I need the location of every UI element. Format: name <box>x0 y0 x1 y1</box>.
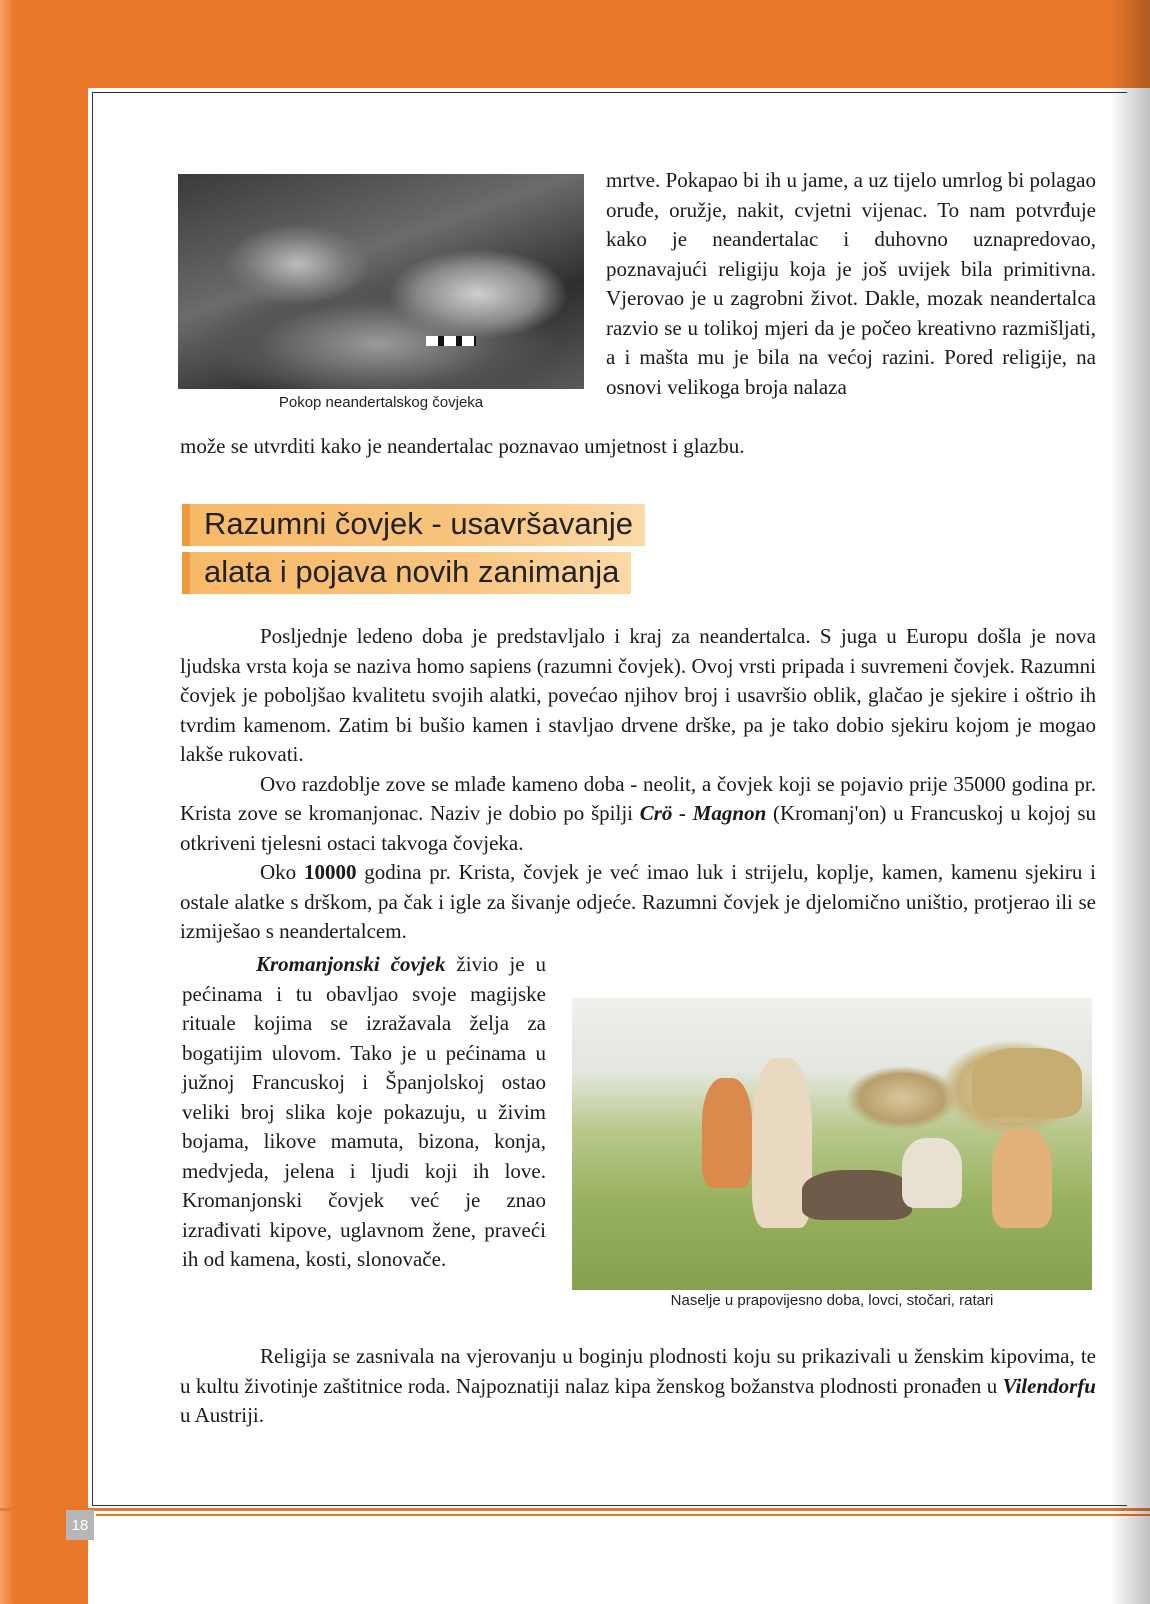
settlement-illustration-caption: Naselje u prapovijesno doba, lovci, stočari, ratari <box>670 1292 994 1309</box>
paragraph-3: Oko 10000 godina pr. Krista, čovjek je već imao luk i strijelu, koplje, kamen, kamenu sjekiru i ostale alatke s drškom, pa čak i igle za šivanje odjeće. Razumni čovjek je djelomično uništio, protjerao ili se izmiješao s neandertalcem. <box>180 860 1096 943</box>
cro-magnon-term: Crö - Magnon <box>639 801 767 825</box>
burial-photo <box>178 174 584 389</box>
final-paragraph-block <box>180 1342 1096 1431</box>
fish-icon <box>702 1078 752 1188</box>
book-spine <box>0 0 14 1604</box>
top-full-line <box>180 432 1096 462</box>
scale-bar <box>426 336 476 346</box>
page-number: 18 <box>66 1510 94 1540</box>
page-edge-shadow <box>1110 0 1150 1604</box>
burial-photo-caption: Pokop neandertalskog čovjeka <box>278 394 484 411</box>
kromanjonski-term: Kromanjonski čovjek <box>256 952 446 976</box>
woman-figure-icon <box>992 1128 1052 1228</box>
hut-icon <box>972 1048 1082 1118</box>
settlement-illustration <box>572 998 1092 1290</box>
paragraph-5: Religija se zasnivala na vjerovanju u boginju plodnosti koju su prikazivali u ženskim kipovima, te u kultu životinje zaštitnice roda. Najpoznatiji nalaz kipa ženskog božanstva plodnosti pronađen u Vilendorfu u Austriji. <box>180 1344 1096 1427</box>
paragraph-4: Kromanjonski čovjek živio je u pećinama i tu obavljao svoje magijske rituale kojima se izražavala želja za bogatijim ulovom. Tako je u pećinama u južnoj Francuskoj i Španjolskoj ostao veliki broj slika koje pokazuju, u živim bojama, likove mamuta, bizona, konja, medvjeda, jelena i ljudi koji ih love. Kromanjonski čovjek već je znao izrađivati kipove, uglavnom žene, praveći ih od kamena, kosti, slonovače. <box>182 952 546 1271</box>
section-heading <box>182 504 645 600</box>
top-full-line-text: može se utvrditi kako je neandertalac poznavao umjetnost i glazbu. <box>180 434 745 458</box>
paragraph-1: Posljednje ledeno doba je predstavljalo i kraj za neandertalca. S juga u Europu došla je nova ljudska vrsta koja se naziva homo sapiens (razumni čovjek). Ovoj vrsti pripada i suvremeni čovjek. Razumni čovjek je poboljšao kvalitetu svojih alatki, povećao njihov broj i usavršio oblik, glačao je sjekire i oštrio ih tvrdim kamenom. Zatim bi bušio kamen i stavljao drvene drške, pa je tako dobio sjekiru kojom je mogao lakše rukovati. <box>180 624 1096 766</box>
crouching-figure-icon <box>902 1138 962 1208</box>
paragraph-2: Ovo razdoblje zove se mlađe kameno doba - neolit, a čovjek koji se pojavio prije 35000 godina pr. Krista zove se kromanjonac. Naziv je dobio po špilji Crö - Magnon (Kromanj'on) u Francuskoj u kojoj su otkriveni tjelesni ostaci takvoga čovjeka. <box>180 771 1096 855</box>
section-text <box>180 622 1096 947</box>
bottom-left-column <box>182 950 546 1275</box>
heading-line-1: Razumni čovjek - usavršavanje <box>182 504 645 546</box>
vilendorf-term: Vilendorfu <box>1002 1373 1096 1398</box>
heading-line-2: alata i pojava novih zanimanja <box>182 552 631 594</box>
top-right-column <box>606 166 1096 402</box>
year-10000: 10000 <box>303 860 357 884</box>
footer-lines <box>0 1508 1150 1530</box>
top-right-paragraph: mrtve. Pokapao bi ih u jame, a uz tijelo umrlog bi polagao oruđe, oružje, nakit, cvjetni vijenac. To nam potvrđuje kako je neandertalac i duhovno uznapredovao, poznavajući religiju koja je još uvijek bila primitivna. Vjerovao je u zagrobni život. Dakle, mozak neandertalca razvio se u tolikoj mjeri da je počeo kreativno razmišljati, a i mašta mu je bila na većoj razini. Pored religije, na osnovi velikoga broja nalaza <box>606 168 1096 399</box>
dog-icon <box>802 1170 912 1220</box>
